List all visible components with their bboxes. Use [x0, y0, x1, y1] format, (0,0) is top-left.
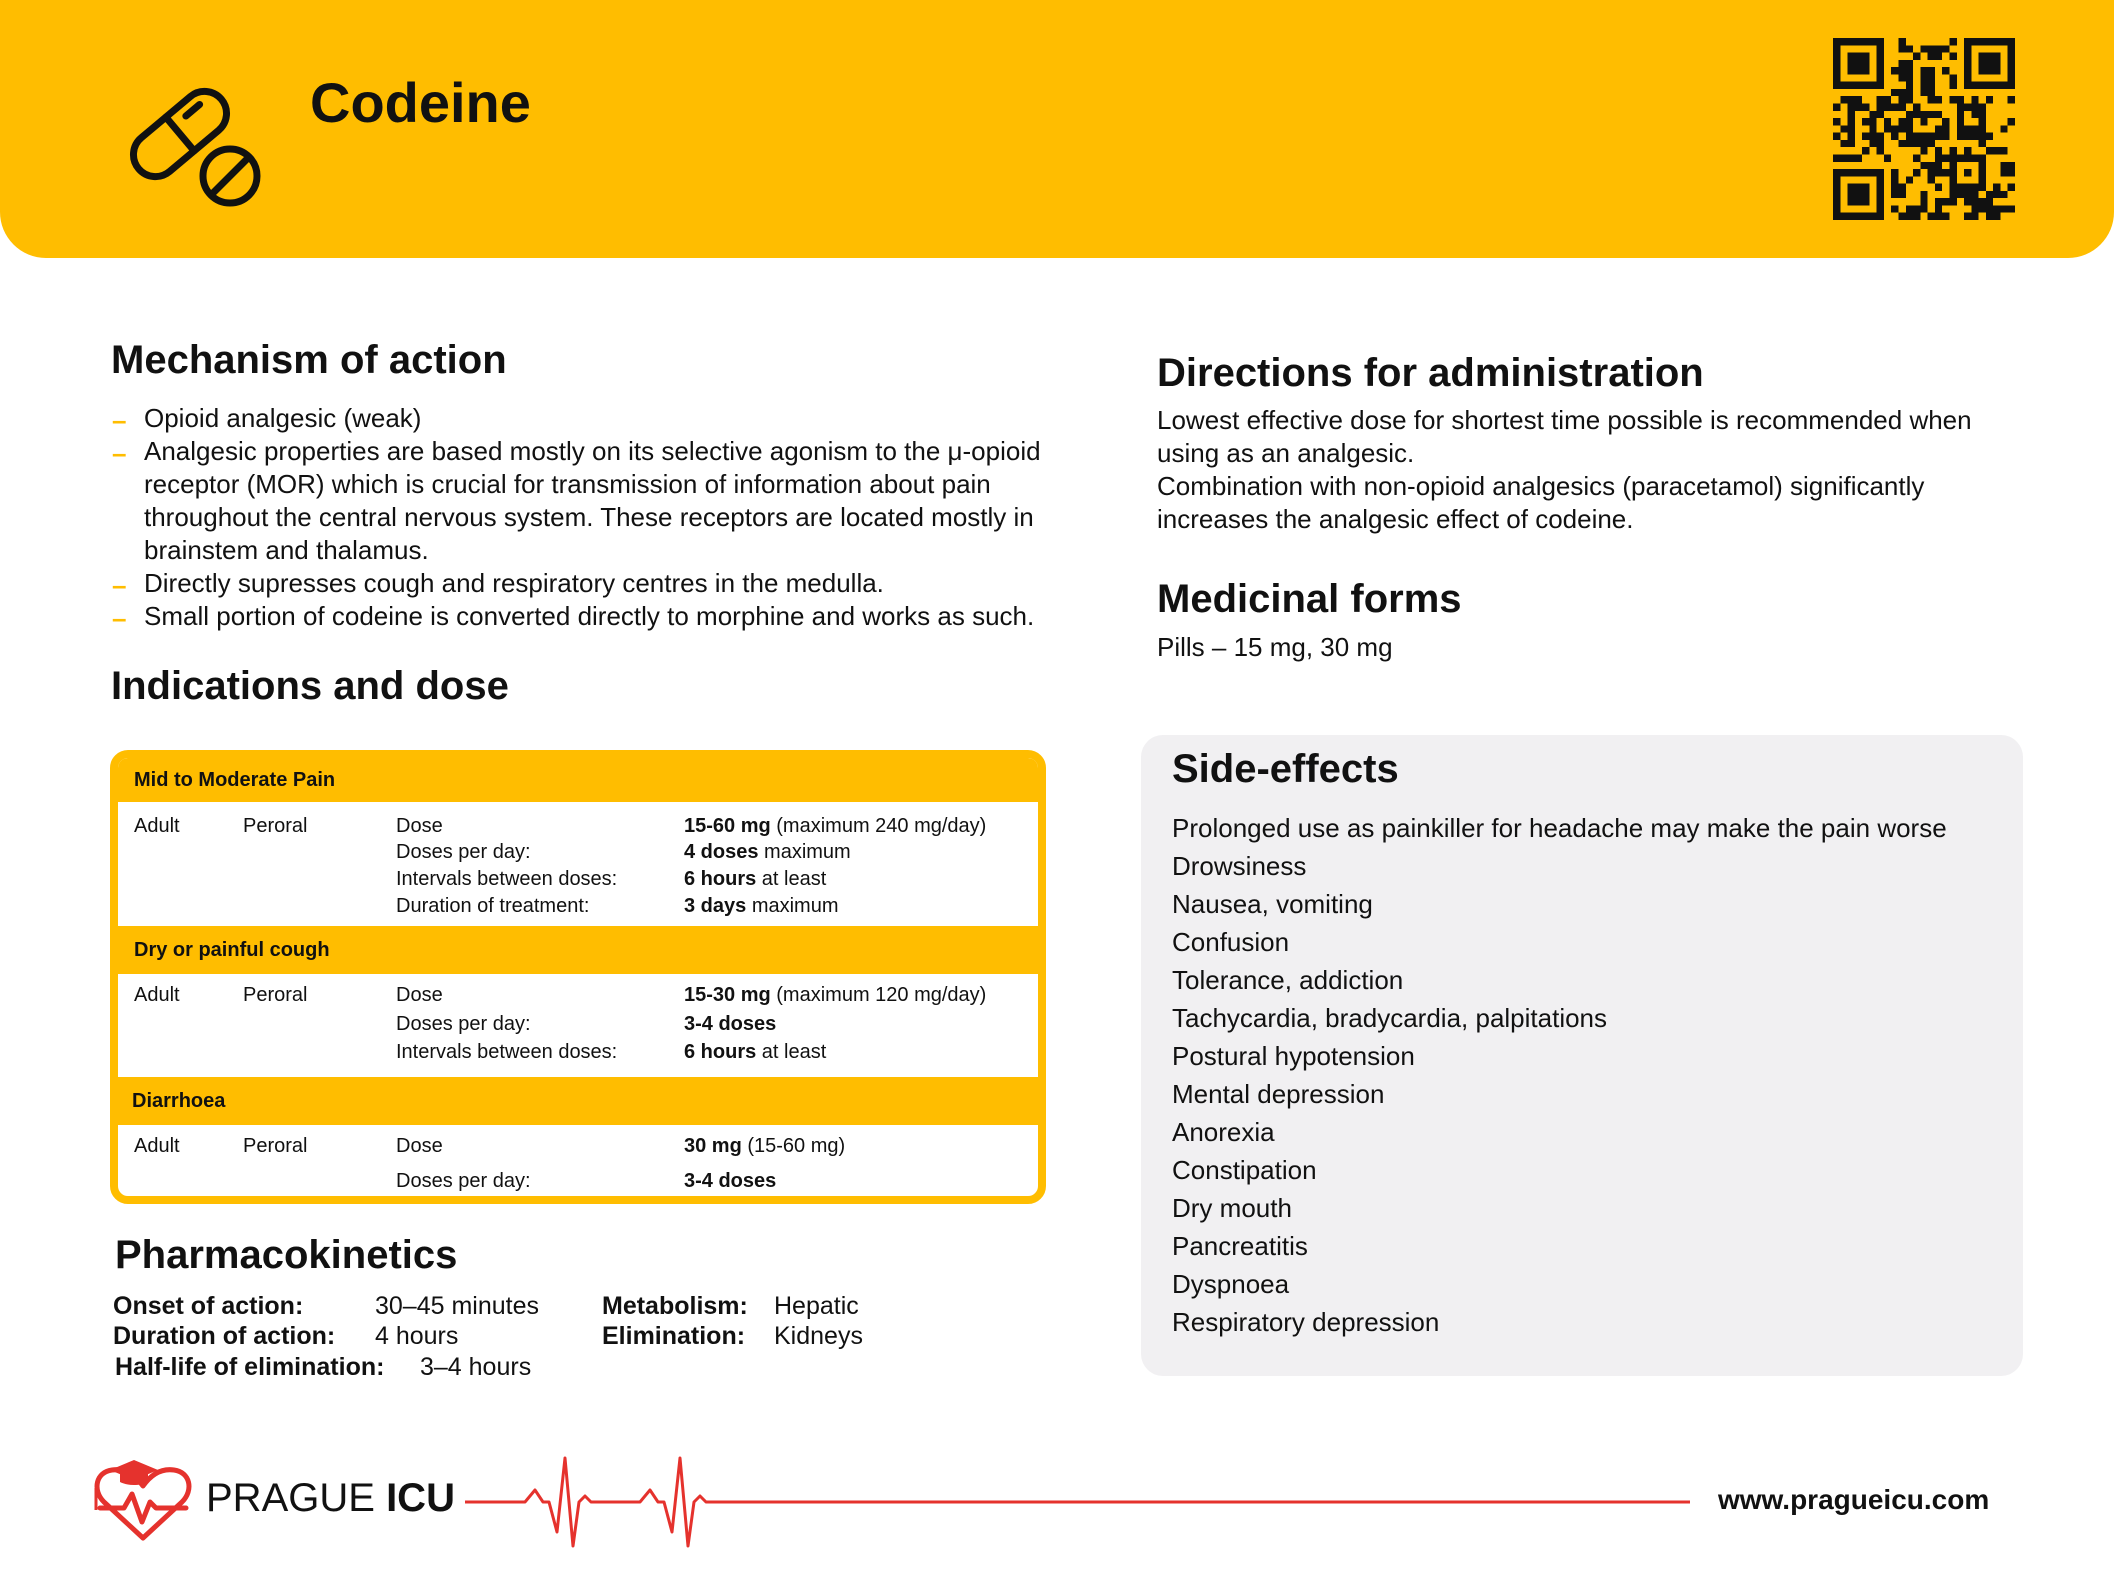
list-item: Prolonged use as painkiller for headache may make the pain worse [1172, 813, 1947, 843]
route-cell: Peroral [243, 984, 308, 1006]
onset-label: Onset of action: [113, 1292, 304, 1320]
dose-label: Doses per day: [396, 1013, 531, 1035]
directions-text-1: Lowest effective dose for shortest time possible is recommended when using as an analgesic. [1157, 405, 1972, 468]
list-item: Drowsiness [1172, 851, 1307, 881]
dose-value: 30 mg (15-60 mg) [684, 1135, 846, 1157]
dash-bullet: – [112, 603, 127, 633]
halflife-value: 3–4 hours [420, 1353, 532, 1381]
list-item: Tolerance, addiction [1172, 965, 1404, 995]
side-effects-list [1172, 809, 1947, 1341]
patient-cell: Adult [134, 984, 180, 1006]
directions-text-2: Combination with non-opioid analgesics (paracetamol) significantly increases the analgesic effect of codeine. [1157, 471, 1925, 534]
list-item: Dry mouth [1172, 1193, 1292, 1223]
list-item: Constipation [1172, 1155, 1317, 1185]
dash-bullet: – [112, 570, 127, 600]
metabolism-label: Metabolism: [602, 1292, 748, 1320]
list-item: – Analgesic properties are based mostly on its selective agonism to the μ-opioid receptor (MOR) which is crucial for transmission of information about pain throughout the central nervous system. These receptors are located mostly in brainstem and thalamus. [112, 436, 1041, 565]
list-item: Anorexia [1172, 1117, 1275, 1147]
list-item: – Small portion of codeine is converted directly to morphine and works as such. [112, 601, 1035, 633]
forms-text: Pills – 15 mg, 30 mg [1157, 632, 1393, 662]
dose-value: 3 days maximum [684, 895, 839, 917]
onset-value: 30–45 minutes [375, 1292, 540, 1320]
list-item: Mental depression [1172, 1079, 1385, 1109]
dose-value: 6 hours at least [684, 1041, 827, 1063]
dash-bullet: – [112, 405, 127, 435]
website-link[interactable]: www.pragueicu.com [1718, 1484, 1990, 1515]
qr-code-icon [1833, 38, 2015, 220]
elimination-label: Elimination: [602, 1322, 746, 1350]
dash-bullet: – [112, 438, 127, 468]
patient-cell: Adult [134, 815, 180, 837]
mechanism-list [112, 402, 1062, 633]
dose-label: Doses per day: [396, 1170, 531, 1192]
dose-label: Dose [396, 815, 443, 837]
page-title: Codeine [310, 71, 531, 134]
dose-value: 4 doses maximum [684, 841, 851, 863]
list-item: Confusion [1172, 927, 1290, 957]
dose-table [110, 750, 1046, 1204]
directions-heading: Directions for administration [1157, 351, 1704, 395]
list-item: Dyspnoea [1172, 1269, 1290, 1299]
dose-group-title: Dry or painful cough [118, 926, 1038, 974]
list-item: Respiratory depression [1172, 1307, 1440, 1337]
patient-cell: Adult [134, 1135, 180, 1157]
dose-label: Doses per day: [396, 841, 531, 863]
route-cell: Peroral [243, 1135, 308, 1157]
dose-value: 3-4 doses [684, 1170, 777, 1192]
dose-group-title: Mid to Moderate Pain [118, 758, 1038, 802]
dose-label: Intervals between doses: [396, 1041, 618, 1063]
indications-heading: Indications and dose [111, 664, 509, 708]
list-item: Pancreatitis [1172, 1231, 1308, 1261]
route-cell: Peroral [243, 815, 308, 837]
dose-label: Duration of treatment: [396, 895, 590, 917]
list-item: Nausea, vomiting [1172, 889, 1373, 919]
metabolism-value: Hepatic [774, 1292, 859, 1320]
pharmacokinetics-heading: Pharmacokinetics [115, 1233, 458, 1277]
list-item: Postural hypotension [1172, 1041, 1415, 1071]
side-effects-heading: Side-effects [1172, 747, 1399, 791]
dose-group-title: Diarrhoea [118, 1077, 1038, 1125]
list-item: – Directly supresses cough and respiratory centres in the medulla. [112, 568, 884, 600]
halflife-label: Half-life of elimination: [115, 1353, 385, 1381]
dose-value: 6 hours at least [684, 868, 827, 890]
list-item: Tachycardia, bradycardia, palpitations [1172, 1003, 1608, 1033]
duration-value: 4 hours [375, 1322, 459, 1350]
dose-label: Dose [396, 984, 443, 1006]
pill-icon [118, 74, 268, 210]
dose-value: 15-60 mg (maximum 240 mg/day) [684, 815, 987, 837]
dose-value: 15-30 mg (maximum 120 mg/day) [684, 984, 987, 1006]
list-item: – Opioid analgesic (weak) [112, 403, 422, 435]
duration-label: Duration of action: [113, 1322, 336, 1350]
brand-logo-text: PRAGUE ICU [206, 1476, 455, 1520]
ecg-line-icon [465, 1450, 1690, 1552]
dose-label: Intervals between doses: [396, 868, 618, 890]
dose-label: Dose [396, 1135, 443, 1157]
dose-value: 3-4 doses [684, 1013, 777, 1035]
heart-graduation-cap-icon [90, 1458, 196, 1544]
mechanism-heading: Mechanism of action [111, 338, 507, 382]
forms-heading: Medicinal forms [1157, 577, 1462, 621]
elimination-value: Kidneys [774, 1322, 863, 1350]
